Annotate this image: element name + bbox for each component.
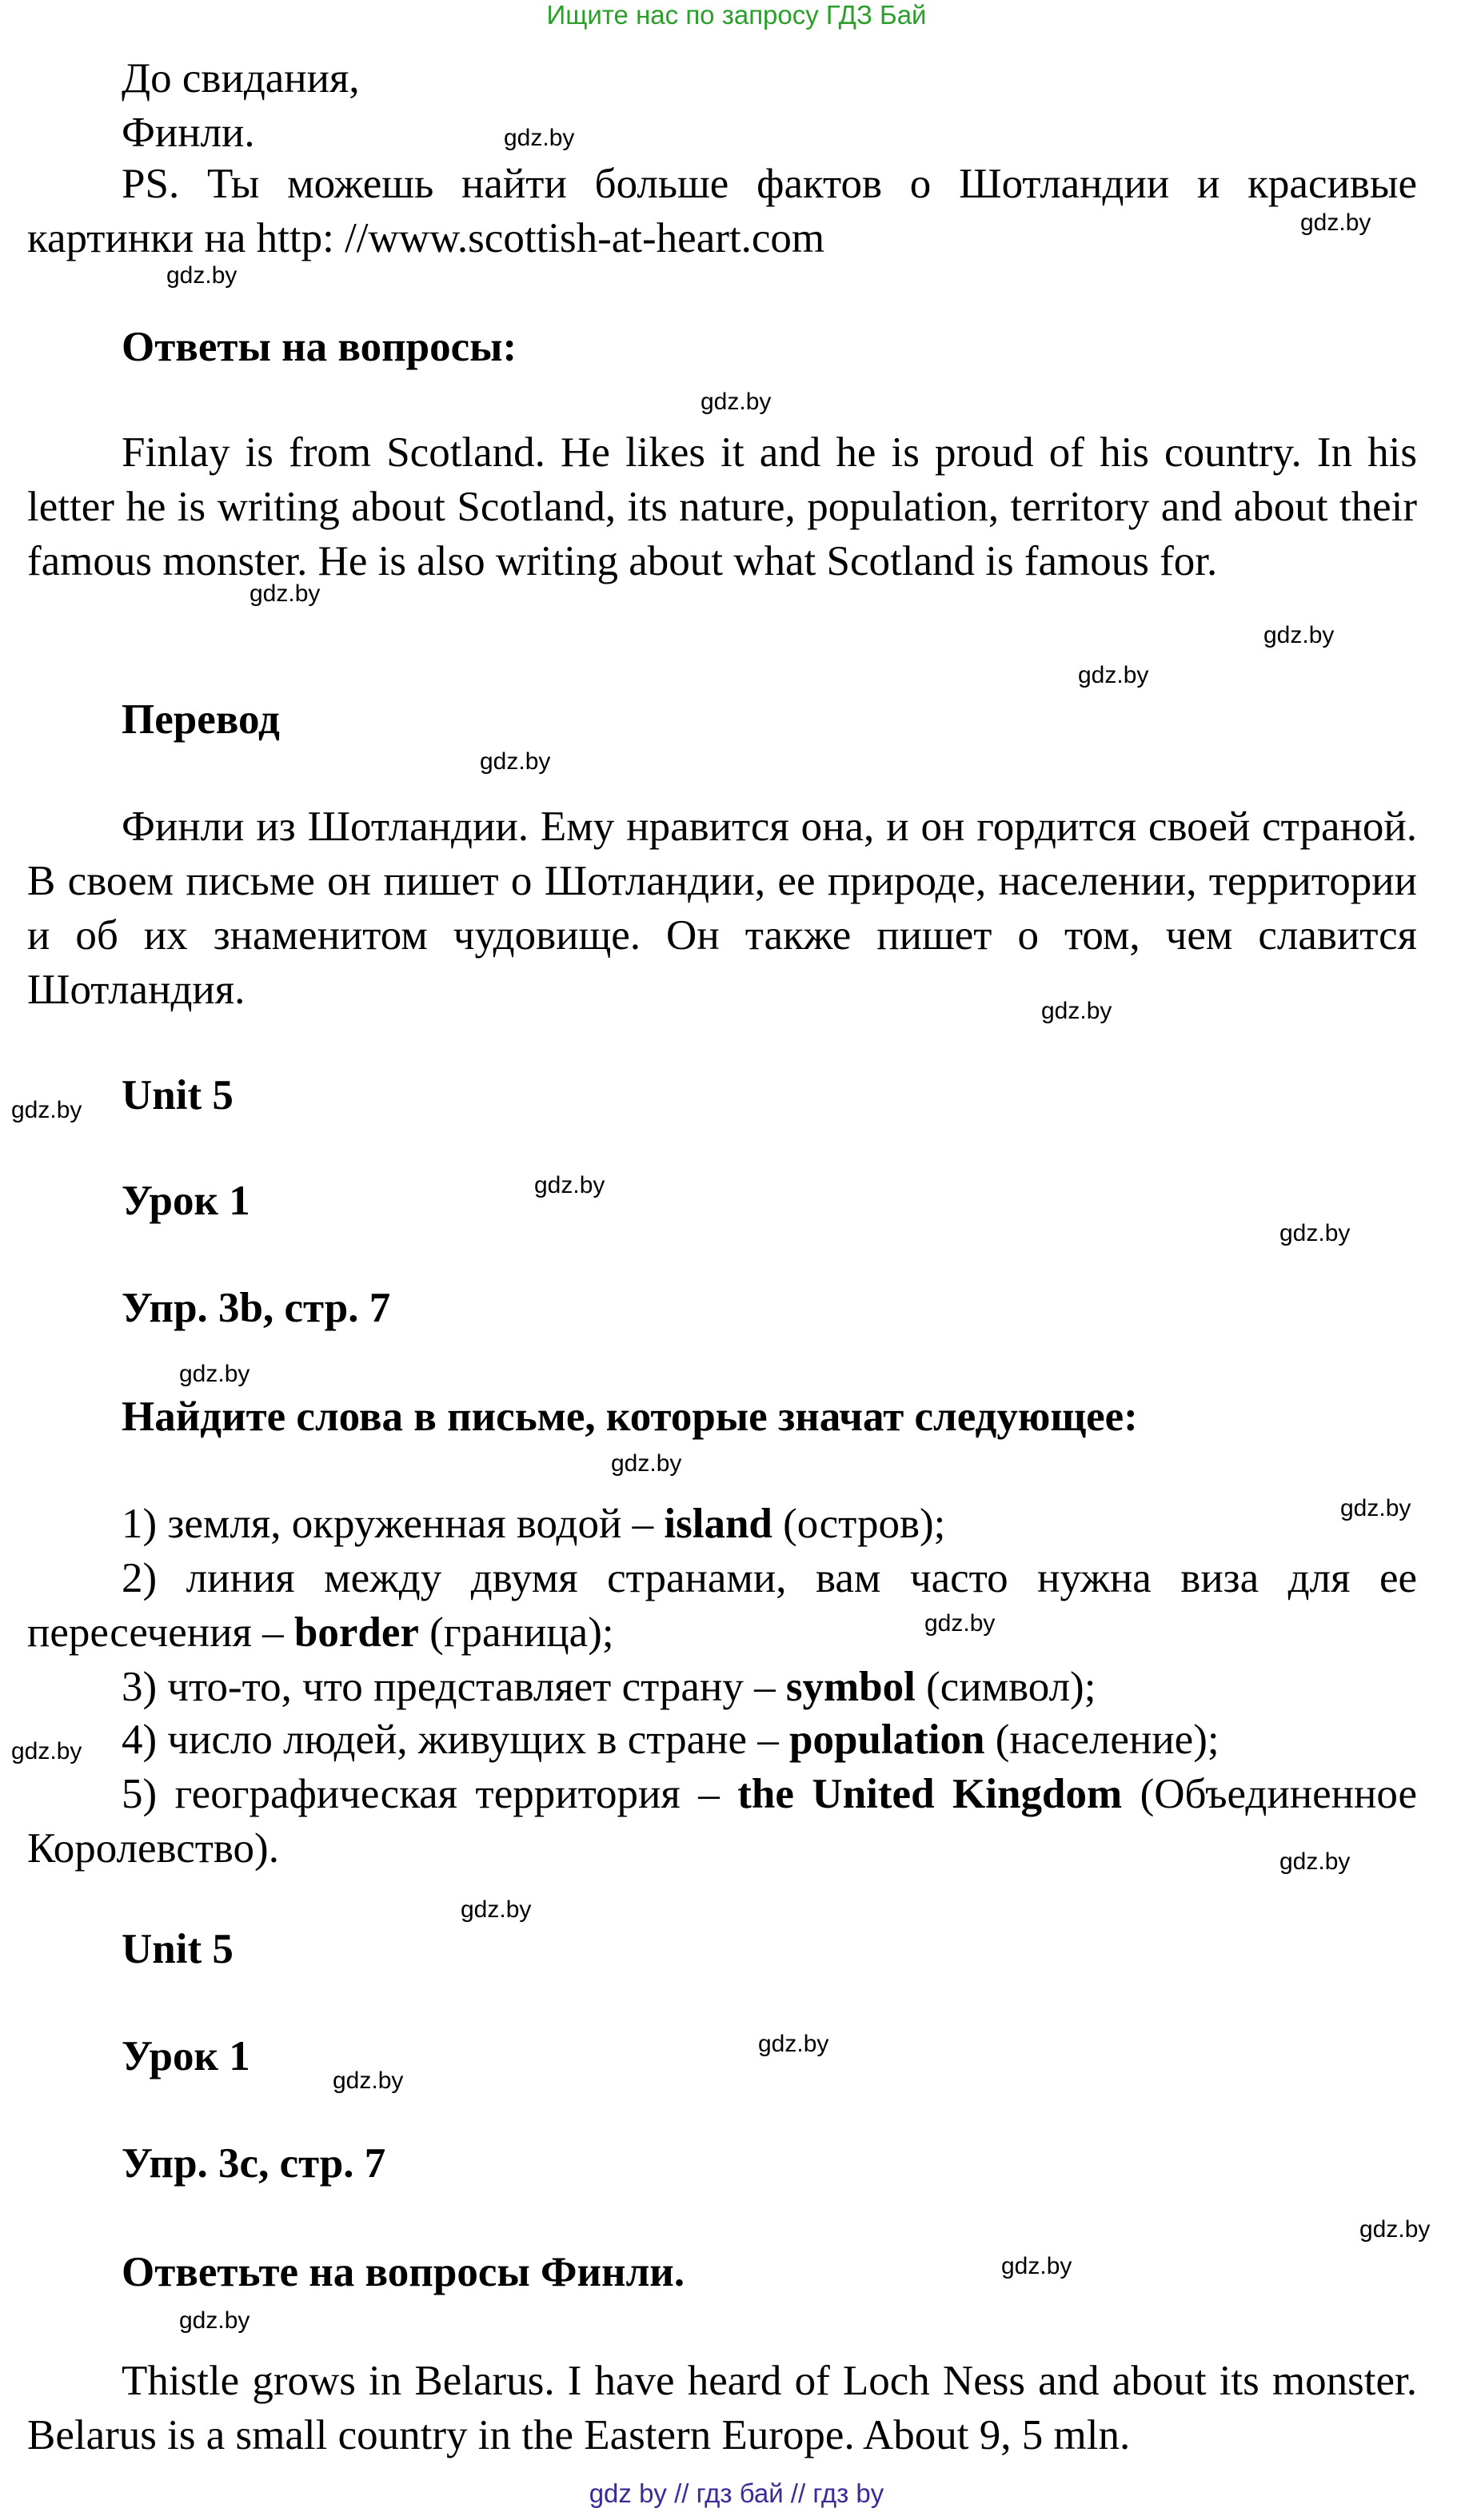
watermark: gdz.by [480,748,551,775]
watermark: gdz.by [333,2067,404,2094]
watermark: gdz.by [1279,1848,1351,1875]
top-banner: Ищите нас по запросу ГДЗ Бай [546,0,927,30]
watermark: gdz.by [924,1610,996,1637]
watermark: gdz.by [166,262,238,289]
watermark: gdz.by [461,1896,532,1923]
watermark: gdz.by [179,2307,250,2334]
list-item: 2) линия между двумя странами, вам часто нужна виза для ее пересечения – border (граница); [27,1555,1417,1656]
list-item: 1) земля, окруженная водой – island (остров); [122,1501,946,1547]
section2-task: Ответьте на вопросы Финли. [122,2249,685,2295]
list-item: 3) что-то, что представляет страну – symbol (символ); [122,1664,1096,1710]
answers-text: Finlay is from Scotland. He likes it and he is proud of his country. In his letter he is writing about Scotland, its nature, population, territory and about their famous monster. He is also writing about what Scotland is famous for. [27,429,1417,584]
watermark: gdz.by [179,1361,250,1387]
watermark: gdz.by [1340,1495,1411,1521]
watermark: gdz.by [611,1450,682,1477]
translation-heading: Перевод [122,696,280,743]
letter-ps: PS. Ты можешь найти больше фактов о Шотландии и красивые картинки на http: //www.scottish-at-heart.com [27,161,1417,261]
watermark: gdz.by [11,1097,82,1123]
watermark: gdz.by [534,1172,605,1198]
watermark: gdz.by [1041,998,1112,1024]
section1-task: Найдите слова в письме, которые значат следующее: [122,1394,1138,1440]
watermark: gdz.by [1359,2216,1431,2243]
watermark: gdz.by [249,580,321,607]
watermark: gdz.by [504,125,575,151]
list-item: 4) число людей, живущих в стране – population (население); [122,1717,1220,1763]
answer-word: population [788,1717,985,1763]
section1-exercise: Упр. 3b, стр. 7 [122,1285,391,1331]
watermark: gdz.by [1001,2253,1072,2279]
section2-lesson: Урок 1 [122,2033,250,2079]
watermark: gdz.by [11,1738,82,1764]
answers-heading: Ответы на вопросы: [122,324,517,370]
letter-signature: Финли. [122,110,255,156]
footer-links[interactable]: gdz by // гдз бай // гдз by [589,2478,884,2508]
answer-word: border [293,1609,419,1656]
list-item: 5) географическая территория – the United Kingdom (Объединенное Королевство). [27,1771,1417,1872]
watermark: gdz.by [758,2031,829,2057]
watermark: gdz.by [701,389,772,415]
section2-text: Thistle grows in Belarus. I have heard of Loch Ness and about its monster. Belarus is a small country in the Eastern Europe. About 9, 5 mln. [27,2358,1417,2458]
watermark: gdz.by [1300,209,1371,236]
letter-closing: До свидания, [122,55,360,102]
section1-lesson: Урок 1 [122,1178,250,1224]
translation-text: Финли из Шотландии. Ему нравится она, и он гордится своей страной. В своем письме он пишет о Шотландии, ее природе, населении, территории и об их знаменитом чудовище. Он также пишет о том, чем славится Шотландия. [27,803,1417,1013]
watermark: gdz.by [1263,622,1335,648]
section1-unit: Unit 5 [122,1072,234,1118]
answer-word: the United Kingdom [737,1771,1123,1817]
watermark: gdz.by [1279,1220,1351,1246]
watermark: gdz.by [1078,662,1149,688]
answer-word: island [664,1501,772,1547]
section2-unit: Unit 5 [122,1926,234,1972]
answer-word: symbol [785,1664,916,1710]
section2-exercise: Упр. 3c, стр. 7 [122,2140,386,2187]
